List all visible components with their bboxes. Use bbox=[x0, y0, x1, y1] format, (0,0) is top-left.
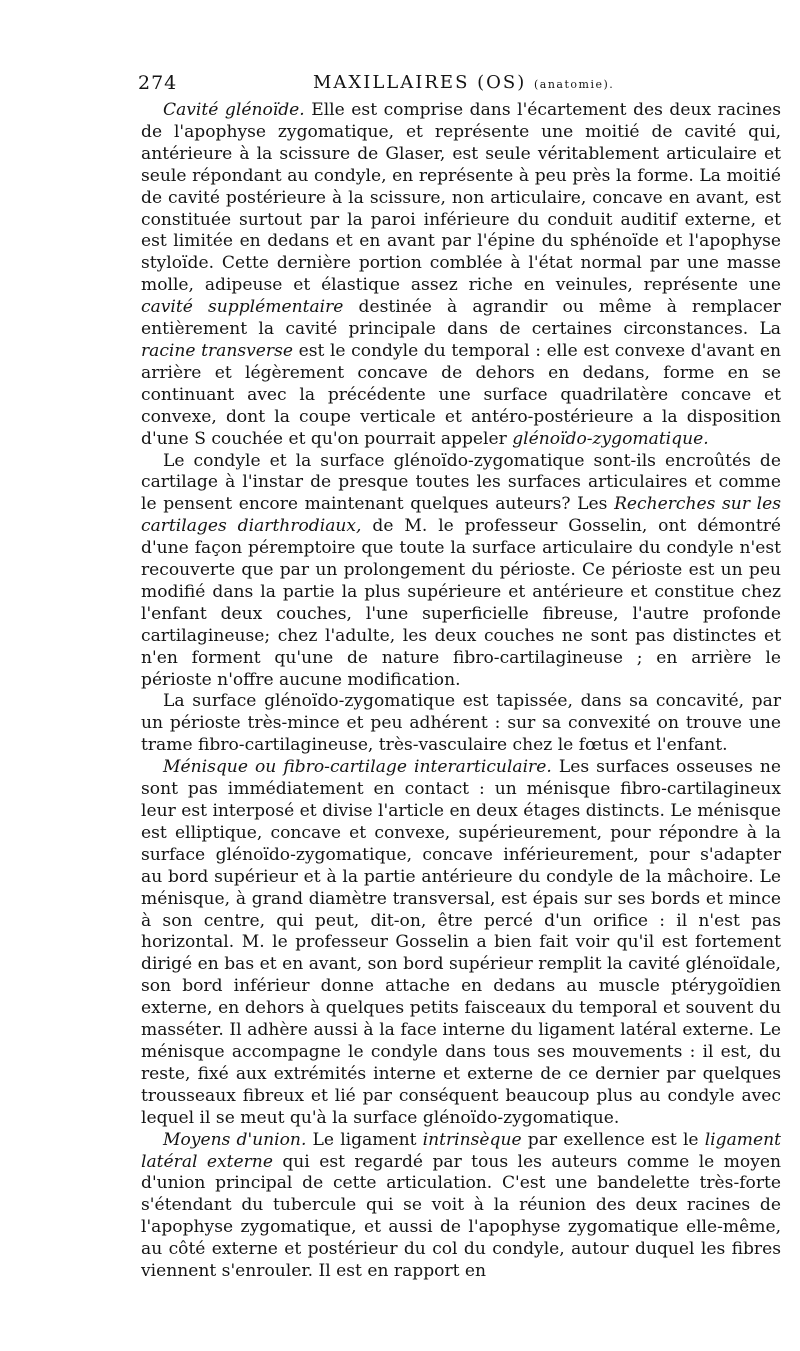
paragraph-menisque bbox=[141, 757, 781, 1129]
italic-text-run: intrinsèque bbox=[422, 1129, 522, 1150]
text-run: qui est regardé par tous les auteurs comme le moyen d'union principal de cette articulation. C'est une bandelette très-forte s'étendant du tubercule qui se voit à la réunion des deux racines de l'apophyse zygomatique, et aussi de l'apophyse zygomatique elle-même, au côté externe et postérieur du col du condyle, autour duquel les fibres viennent s'enrouler. Il est en rapport en bbox=[141, 1151, 781, 1282]
italic-text-run: Ménisque ou fibro-cartilage interarticulaire. bbox=[163, 757, 552, 778]
text-run: La surface glénoïdo-zygomatique est tapissée, dans sa concavité, par un périoste très-mince et peu adhérent : sur sa convexité on trouve une trame fibro-cartilagineuse, très-vasculaire chez le fœtus et l'enfant. bbox=[141, 691, 781, 756]
text-run: est le condyle du temporal : elle est convexe d'avant en arrière et légèrement concave de dehors en dedans, forme en se continuant avec la précédente une surface quadrilatère concave et convexe, dont la coupe verticale et antéro-postérieure a la disposition d'une S couchée et qu'on pourrait appeler bbox=[141, 340, 781, 449]
body-text bbox=[141, 100, 781, 1283]
italic-text-run: racine transverse bbox=[141, 340, 293, 361]
running-title bbox=[313, 72, 614, 93]
running-title-section: (anatomie). bbox=[533, 78, 615, 91]
italic-text-run: Cavité glénoïde. bbox=[163, 100, 305, 120]
paragraph-surface-glenoido-zygomatique bbox=[141, 691, 781, 757]
paragraph-moyens-d-union bbox=[141, 1130, 781, 1283]
paragraph-cavite-glenoide bbox=[141, 100, 781, 451]
text-run: par exellence est le bbox=[521, 1129, 705, 1150]
running-head bbox=[138, 72, 778, 96]
page-number: 274 bbox=[138, 72, 178, 94]
text-run: de M. le professeur Gosselin, ont démontré d'une façon péremptoire que toute la surface articulaire du condyle n'est recouverte que par un prolongement du périoste. Ce périoste est un peu modifié dans la partie la plus supérieure et antérieure et constitue chez l'enfant deux couches, l'une superficielle fibreuse, l'autre profonde cartilagineuse; chez l'adulte, les deux couches ne sont pas distinctes et n'en forment qu'une de nature fibro-cartilagineuse ; en arrière le périoste n'offre aucune modification. bbox=[141, 516, 781, 690]
text-run: Les surfaces osseuses ne sont pas immédiatement en contact : un ménisque fibro-cartilagineux leur est interposé et divise l'article en deux étages distincts. Le ménisque est elliptique, concave et convexe, supérieurement, pour répondre à la surface glénoïdo-zygomatique, concave inférieurement, pour s'adapter au bord supérieur et à la partie antérieure du condyle de la mâchoire. Le ménisque, à grand diamètre transversal, est épais sur ses bords et mince à son centre, qui peut, dit-on, être percé d'un orifice : il n'est pas horizontal. M. le professeur Gosselin a bien fait voir qu'il est fortement dirigé en bas et en avant, son bord supérieur remplit la cavité glénoïdale, son bord inférieur donne attache en dedans au muscle ptérygoïdien externe, en dehors à quelques petits faisceaux du temporal et souvent du masséter. Il adhère aussi à la face interne du ligament latéral externe. Le ménisque accompagne le condyle dans tous ses mouvements : il est, du reste, fixé aux extrémités interne et externe de ce dernier par quelques trousseaux fibreux et lié par conséquent beaucoup plus au condyle avec lequel il se meut qu'à la surface glénoïdo-zygomatique. bbox=[141, 757, 782, 1128]
text-run: Le ligament bbox=[306, 1129, 423, 1150]
italic-text-run: Recherches sur les cartilages diarthrodiaux, bbox=[141, 494, 781, 537]
italic-text-run: glénoïdo-zygomatique. bbox=[512, 428, 709, 449]
text-run: destinée à agrandir ou même à remplacer entièrement la cavité principale dans de certaines circonstances. La bbox=[141, 297, 781, 340]
italic-text-run: Moyens d'union. bbox=[163, 1129, 307, 1150]
text-run: Le condyle et la surface glénoïdo-zygomatique sont-ils encroûtés de cartilage à l'instar de presque toutes les surfaces articulaires et comme le pensent encore maintenant quelques auteurs? Les bbox=[141, 450, 781, 515]
italic-text-run: ligament latéral externe bbox=[141, 1129, 781, 1172]
italic-text-run: cavité supplémentaire bbox=[141, 297, 344, 318]
text-run: Elle est comprise dans l'écartement des deux racines de l'apophyse zygomatique, et représente une moitié de cavité qui, antérieure à la scissure de Glaser, est seule véritablement articulaire et seule répondant au condyle, en représente à peu près la forme. La moitié de cavité postérieure à la scissure, non articulaire, concave en avant, est constituée surtout par la paroi inférieure du conduit auditif externe, et est limitée en dedans et en avant par l'épine du sphénoïde et l'apophyse styloïde. Cette dernière portion comblée à l'état normal par une masse molle, adipeuse et élastique assez riche en veinules, représente une bbox=[141, 100, 781, 296]
running-title-main: MAXILLAIRES (OS) bbox=[313, 72, 527, 93]
paragraph-cartilage bbox=[141, 451, 781, 692]
